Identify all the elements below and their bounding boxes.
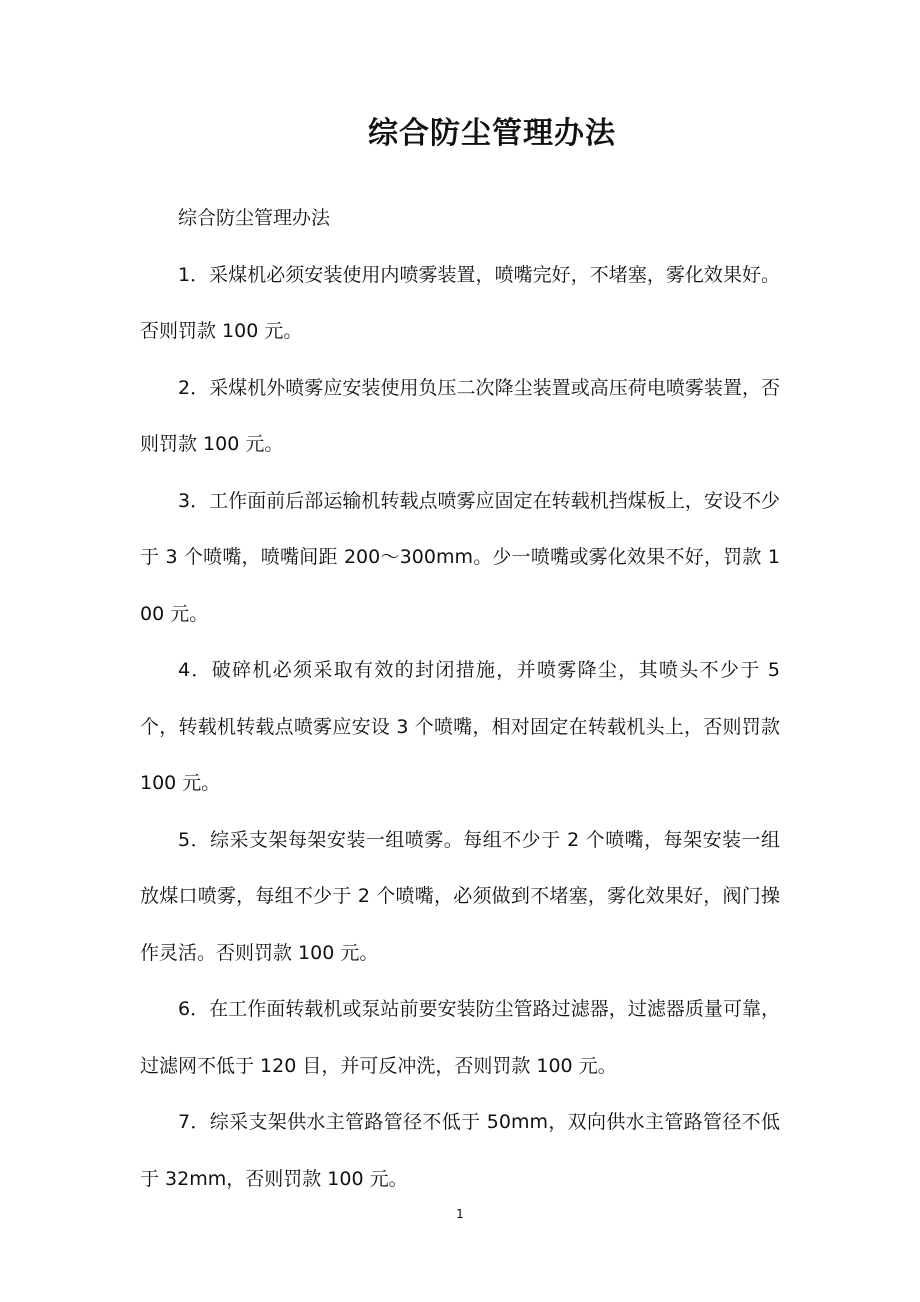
paragraph-item-2: 2．采煤机外喷雾应安装使用负压二次降尘装置或高压荷电喷雾装置，否则罚款 100 元。 — [140, 376, 780, 455]
document-subtitle: 综合防尘管理办法 — [178, 207, 331, 229]
paragraph-item-3: 3．工作面前后部运输机转载点喷雾应固定在转载机挡煤板上，安设不少于 3 个喷嘴，喷嘴间距 200～300mm。少一喷嘴或雾化效果不好，罚款 100 元。 — [140, 489, 780, 625]
document-title: 综合防尘管理办法 — [368, 116, 616, 151]
paragraph-item-1: 1．采煤机必须安装使用内喷雾装置，喷嘴完好，不堵塞，雾化效果好。否则罚款 100 元。 — [140, 263, 780, 342]
paragraph-item-7: 7．综采支架供水主管路管径不低于 50mm，双向供水主管路管径不低于 32mm，否则罚款 100 元。 — [140, 1111, 780, 1190]
page-number: 1 — [456, 1207, 464, 1221]
paragraph-item-5: 5．综采支架每架安装一组喷雾。每组不少于 2 个喷嘴，每架安装一组放煤口喷雾，每组不少于 2 个喷嘴，必须做到不堵塞，雾化效果好，阀门操作灵活。否则罚款 100 元。 — [140, 828, 780, 964]
paragraph-item-6: 6．在工作面转载机或泵站前要安装防尘管路过滤器，过滤器质量可靠，过滤网不低于 120 目，并可反冲洗，否则罚款 100 元。 — [140, 998, 780, 1077]
paragraph-item-4: 4．破碎机必须采取有效的封闭措施，并喷雾降尘，其喷头不少于 5 个，转载机转载点喷雾应安设 3 个喷嘴，相对固定在转载机头上，否则罚款 100 元。 — [140, 659, 780, 794]
document-body — [140, 190, 780, 1207]
